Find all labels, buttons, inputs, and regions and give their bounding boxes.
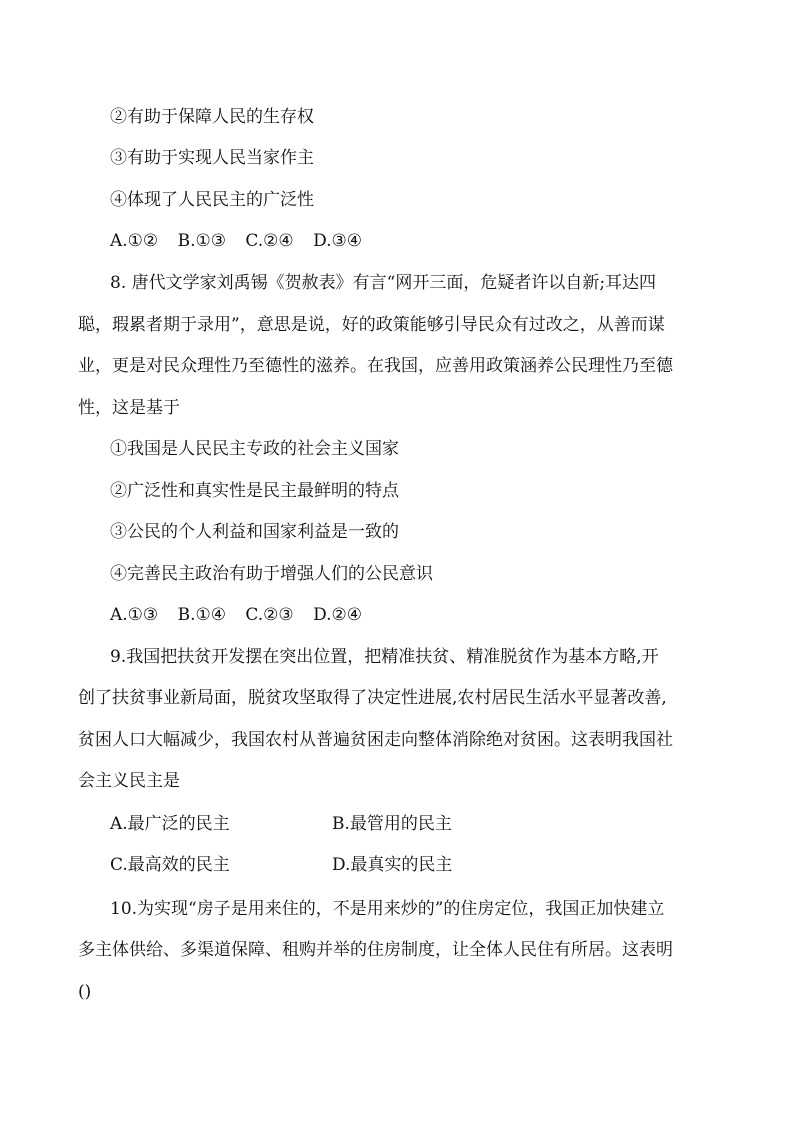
q7-item-3: ③有助于实现人民当家作主 xyxy=(110,148,314,168)
q9-stem-line-1: 9.我国把扶贫开发摆在突出位置，把精准扶贫、精准脱贫作为基本方略,开 xyxy=(110,647,659,667)
q8-option-c: C.②③ xyxy=(245,605,294,625)
q7-item-4: ④体现了人民民主的广泛性 xyxy=(110,190,314,210)
q8-stem-line-4: 性，这是基于 xyxy=(78,398,180,418)
q7-option-a: A.①② xyxy=(110,231,159,251)
q8-stem-line-2: 聪，瑕累者期于录用”，意思是说，好的政策能够引导民众有过改之，从善而谋 xyxy=(78,315,665,335)
q7-option-b: B.①③ xyxy=(177,231,226,251)
q9-option-a: A.最广泛的民主 xyxy=(110,814,230,834)
q9-stem-line-4: 会主义民主是 xyxy=(78,771,180,791)
q10-stem-line-2: 多主体供给、多渠道保障、租购并举的住房制度，让全体人民住有所居。这表明 xyxy=(78,940,673,960)
q8-options xyxy=(110,602,760,628)
q10-stem-line-3: () xyxy=(78,982,92,1002)
q7-item-2: ②有助于保障人民的生存权 xyxy=(110,107,314,127)
q8-item-1: ①我国是人民民主专政的社会主义国家 xyxy=(110,439,399,459)
q7-options xyxy=(110,228,760,254)
q7-option-d: D.③④ xyxy=(313,231,362,251)
q9-option-d: D.最真实的民主 xyxy=(332,855,453,875)
q8-option-b: B.①④ xyxy=(177,605,226,625)
q9-stem-line-2: 创了扶贫事业新局面，脱贫攻坚取得了决定性进展,农村居民生活水平显著改善, xyxy=(78,688,667,708)
q8-item-4: ④完善民主政治有助于增强人们的公民意识 xyxy=(110,564,433,584)
q10-stem-line-1: 10.为实现“房子是用来住的，不是用来炒的”的住房定位，我国正加快建立 xyxy=(110,899,665,919)
q7-option-c: C.②④ xyxy=(245,231,294,251)
q9-stem-line-3: 贫困人口大幅减少，我国农村从普遍贫困走向整体消除绝对贫困。这表明我国社 xyxy=(78,730,673,750)
q8-item-2: ②广泛性和真实性是民主最鲜明的特点 xyxy=(110,481,399,501)
q8-stem-line-1: 8. 唐代文学家刘禹锡《贺赦表》有言“网开三面，危疑者许以自新;耳达四 xyxy=(110,273,657,293)
q8-option-a: A.①③ xyxy=(110,605,159,625)
q8-option-d: D.②④ xyxy=(313,605,362,625)
q8-item-3: ③公民的个人利益和国家利益是一致的 xyxy=(110,522,399,542)
q9-option-b: B.最管用的民主 xyxy=(332,814,452,834)
q8-stem-line-3: 业，更是对民众理性乃至德性的滋养。在我国，应善用政策涵养公民理性乃至德 xyxy=(78,356,673,376)
q9-option-c: C.最高效的民主 xyxy=(110,855,230,875)
